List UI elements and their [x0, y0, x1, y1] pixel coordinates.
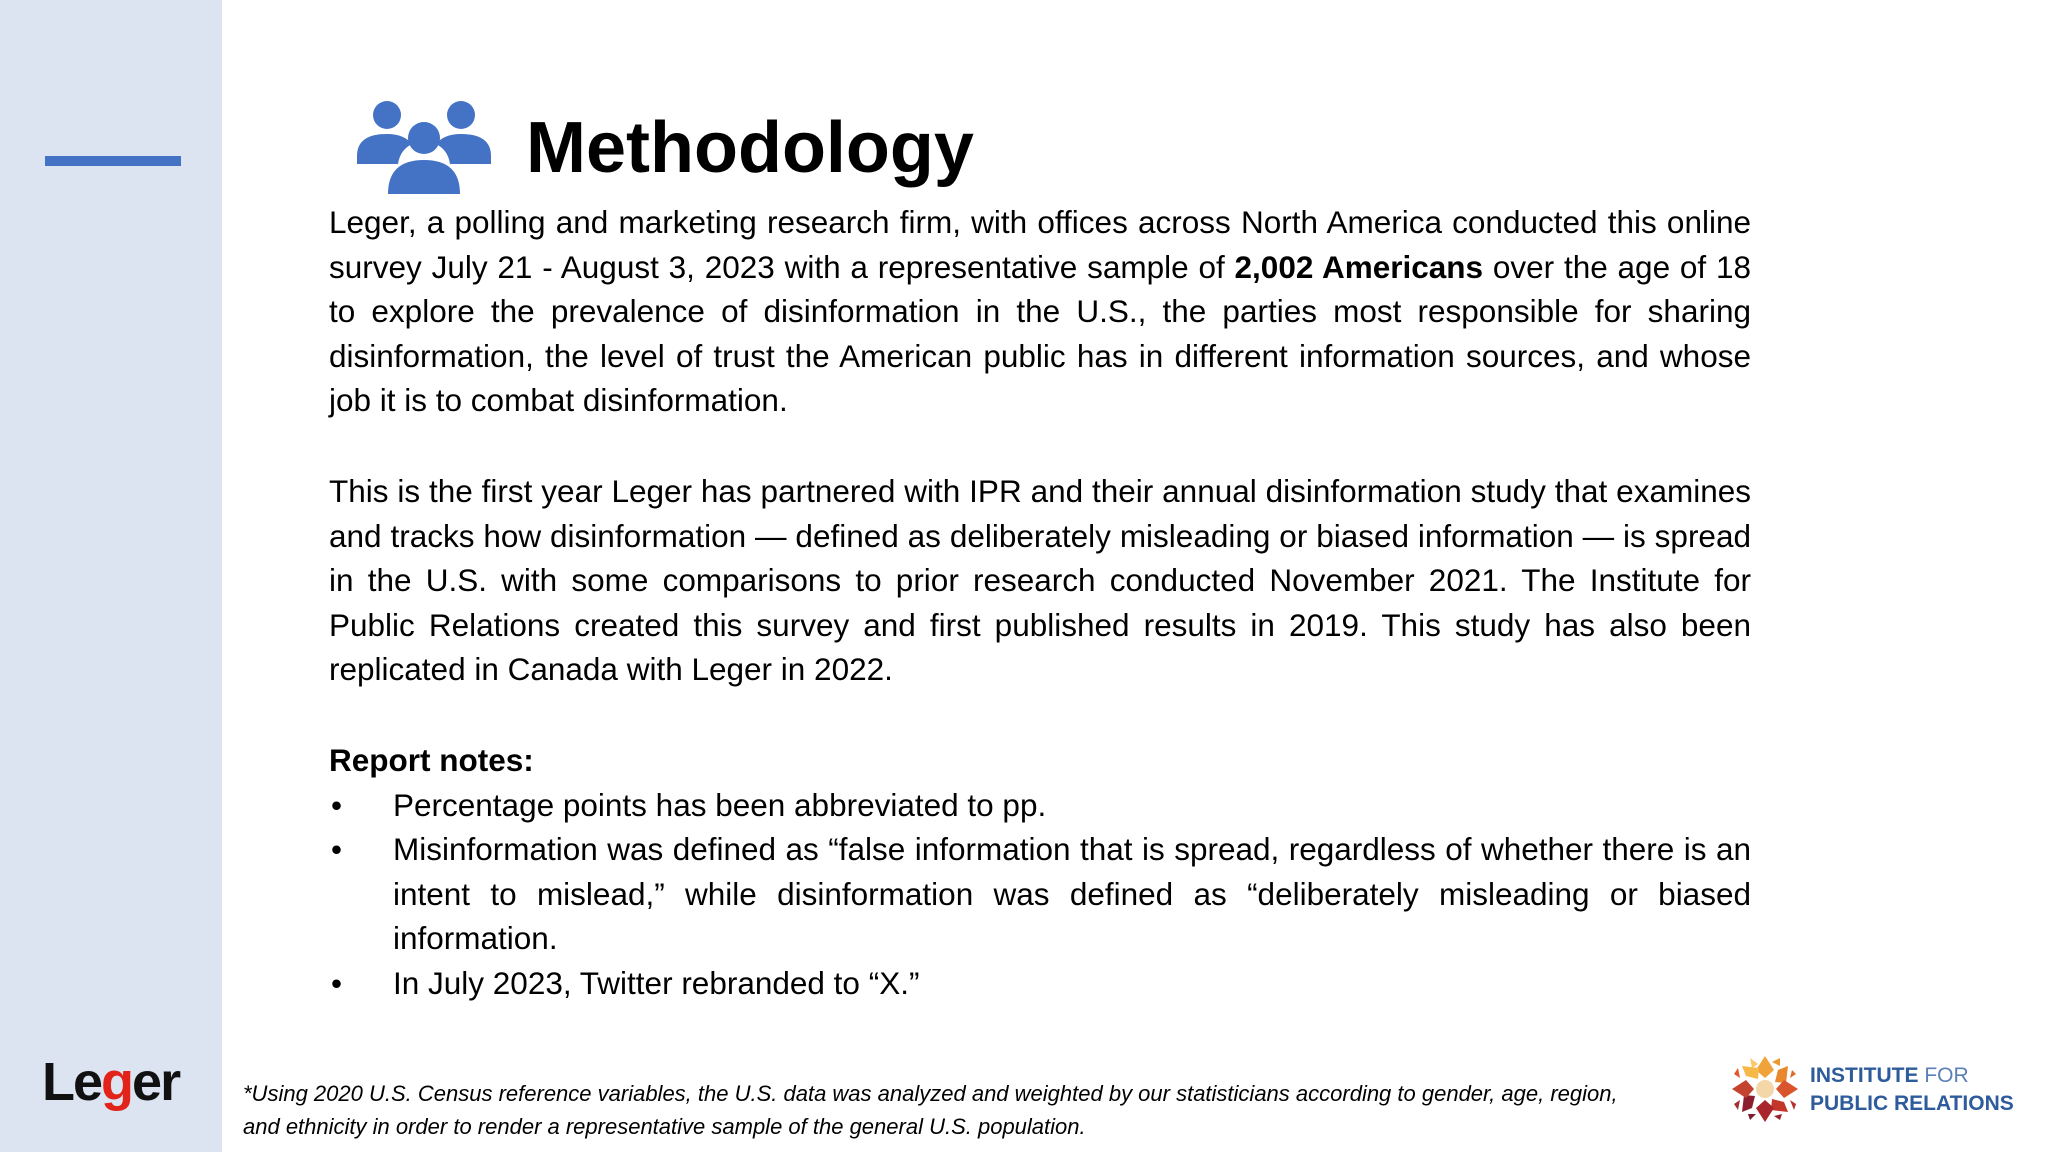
- list-item: • Misinformation was defined as “false information that is spread, regardless of whether there is an intent to mislead,” while disinformation was defined as “deliberately misleading or biased information.: [329, 827, 1751, 961]
- leger-logo: [42, 1051, 192, 1141]
- page-title: Methodology: [526, 108, 974, 188]
- list-item: • In July 2023, Twitter rebranded to “X.”: [329, 961, 1751, 1006]
- bullet-icon: •: [331, 964, 343, 1001]
- intro-paragraph: [329, 200, 1751, 423]
- list-item: • Percentage points has been abbreviated to pp.: [329, 783, 1751, 828]
- ipr-wordmark: INSTITUTE FOR PUBLIC RELATIONS: [1810, 1064, 2014, 1115]
- ipr-mosaic-icon: [1728, 1052, 1802, 1126]
- footnote: *Using 2020 U.S. Census reference variables, the U.S. data was analyzed and weighted by our statisticians according to gender, age, region, and ethnicity in order to render a representative sample of the general U.S. population.: [243, 1081, 1618, 1139]
- accent-bar: [45, 156, 181, 166]
- main-content: [329, 200, 1751, 1006]
- sample-size-highlight: 2,002 Americans: [1234, 248, 1484, 285]
- report-notes-list: [329, 783, 1751, 1006]
- bullet-icon: •: [331, 831, 343, 868]
- report-notes-heading: Report notes:: [329, 741, 534, 778]
- left-sidebar: [0, 0, 222, 1152]
- title-row: [352, 98, 974, 198]
- leger-wordmark: Leger: [42, 1052, 180, 1112]
- people-group-icon: [352, 98, 496, 198]
- intro-text-end: over the age of 18 to explore the prevalence of disinformation in the U.S., the parties most responsible for sharing disinformation, the level of trust the American public has in different information sources, and whose job it is to combat disinformation.: [329, 248, 1751, 419]
- ipr-logo: [1728, 1050, 2028, 1130]
- bullet-icon: •: [331, 786, 343, 823]
- intro-text-start: Leger, a polling and marketing research firm, with offices across North America conducted this online survey July 21 - August 3, 2023 with a representative sample of: [329, 204, 1751, 285]
- partnership-paragraph: This is the first year Leger has partnered with IPR and their annual disinformation study that examines and tracks how disinformation — defined as deliberately misleading or biased information — is spread in the U.S. with some comparisons to prior research conducted November 2021. The Institute for Public Relations created this survey and first published results in 2019. This study has also been replicated in Canada with Leger in 2022.: [329, 472, 1751, 688]
